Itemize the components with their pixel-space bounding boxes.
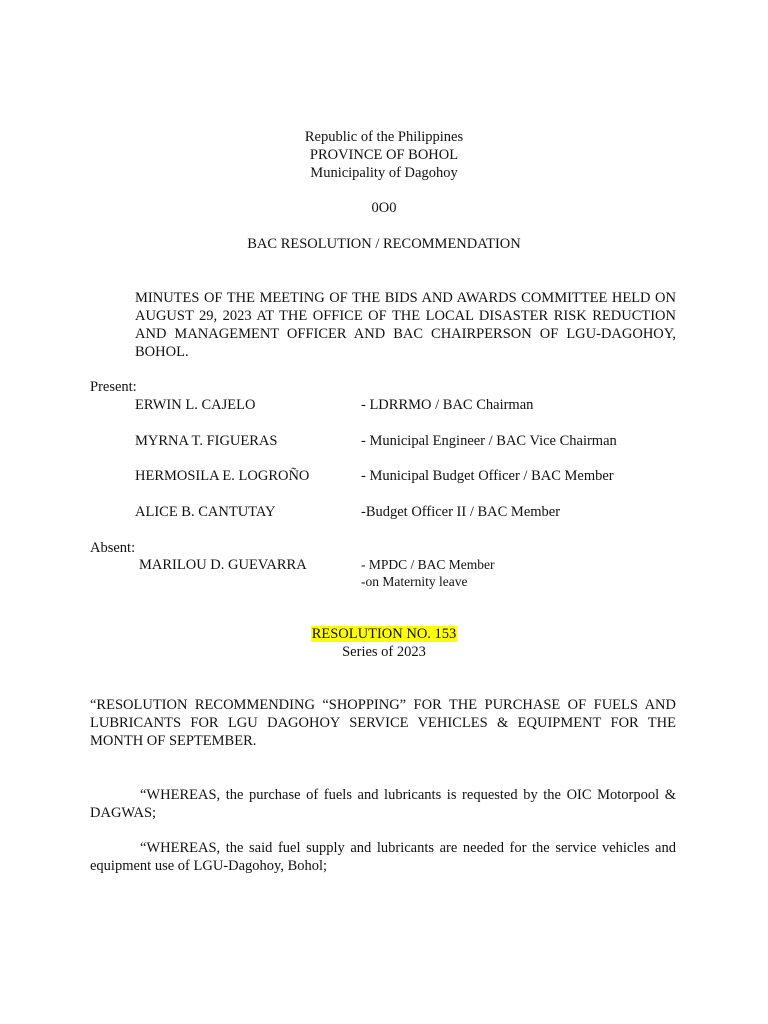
absent-label: Absent: [90, 540, 136, 556]
header-municipality: Municipality of Dagohoy [310, 165, 458, 181]
member-name: ERWIN L. CAJELO [135, 397, 256, 413]
whereas-paragraph: “WHEREAS, the purchase of fuels and lubricants is requested by the OIC Motorpool & DAGWAS; [90, 787, 676, 821]
member-role: - Municipal Budget Officer / BAC Member [361, 468, 614, 484]
member-role: - LDRRMO / BAC Chairman [361, 397, 534, 413]
header-separator: 0O0 [371, 200, 397, 216]
minutes-paragraph: MINUTES OF THE MEETING OF THE BIDS AND AWARDS COMMITTEE HELD ON AUGUST 29, 2023 AT THE OFFICE OF THE LOCAL DISASTER RISK REDUCTION AND MANAGEMENT OFFICER AND BAC CHAIRPERSON OF LGU-DAGOHOY, BOHOL. [135, 290, 676, 360]
header-province: PROVINCE OF BOHOL [309, 147, 459, 163]
member-role: - Municipal Engineer / BAC Vice Chairman [361, 433, 617, 449]
present-label: Present: [90, 379, 137, 395]
absent-member-role: - MPDC / BAC Member [361, 557, 495, 572]
resolution-title-paragraph: “RESOLUTION RECOMMENDING “SHOPPING” FOR THE PURCHASE OF FUELS AND LUBRICANTS FOR LGU DAGOHOY SERVICE VEHICLES & EQUIPMENT FOR THE MONTH OF SEPTEMBER. [90, 697, 676, 749]
header-republic: Republic of the Philippines [304, 129, 464, 145]
member-name: ALICE B. CANTUTAY [135, 504, 276, 520]
member-name: HERMOSILA E. LOGROÑO [135, 468, 310, 484]
resolution-number: RESOLUTION NO. 153 [311, 626, 457, 642]
member-name: MYRNA T. FIGUERAS [135, 433, 278, 449]
member-role: -Budget Officer II / BAC Member [361, 504, 561, 520]
absent-member-name: MARILOU D. GUEVARRA [139, 557, 307, 573]
document-type-title: BAC RESOLUTION / RECOMMENDATION [247, 236, 521, 252]
resolution-series: Series of 2023 [342, 644, 426, 660]
whereas-paragraph: “WHEREAS, the said fuel supply and lubricants are needed for the service vehicles and equipment use of LGU-Dagohoy, Bohol; [90, 840, 676, 874]
resolution-number-line [0, 625, 768, 643]
absent-member-note: -on Maternity leave [361, 574, 468, 589]
